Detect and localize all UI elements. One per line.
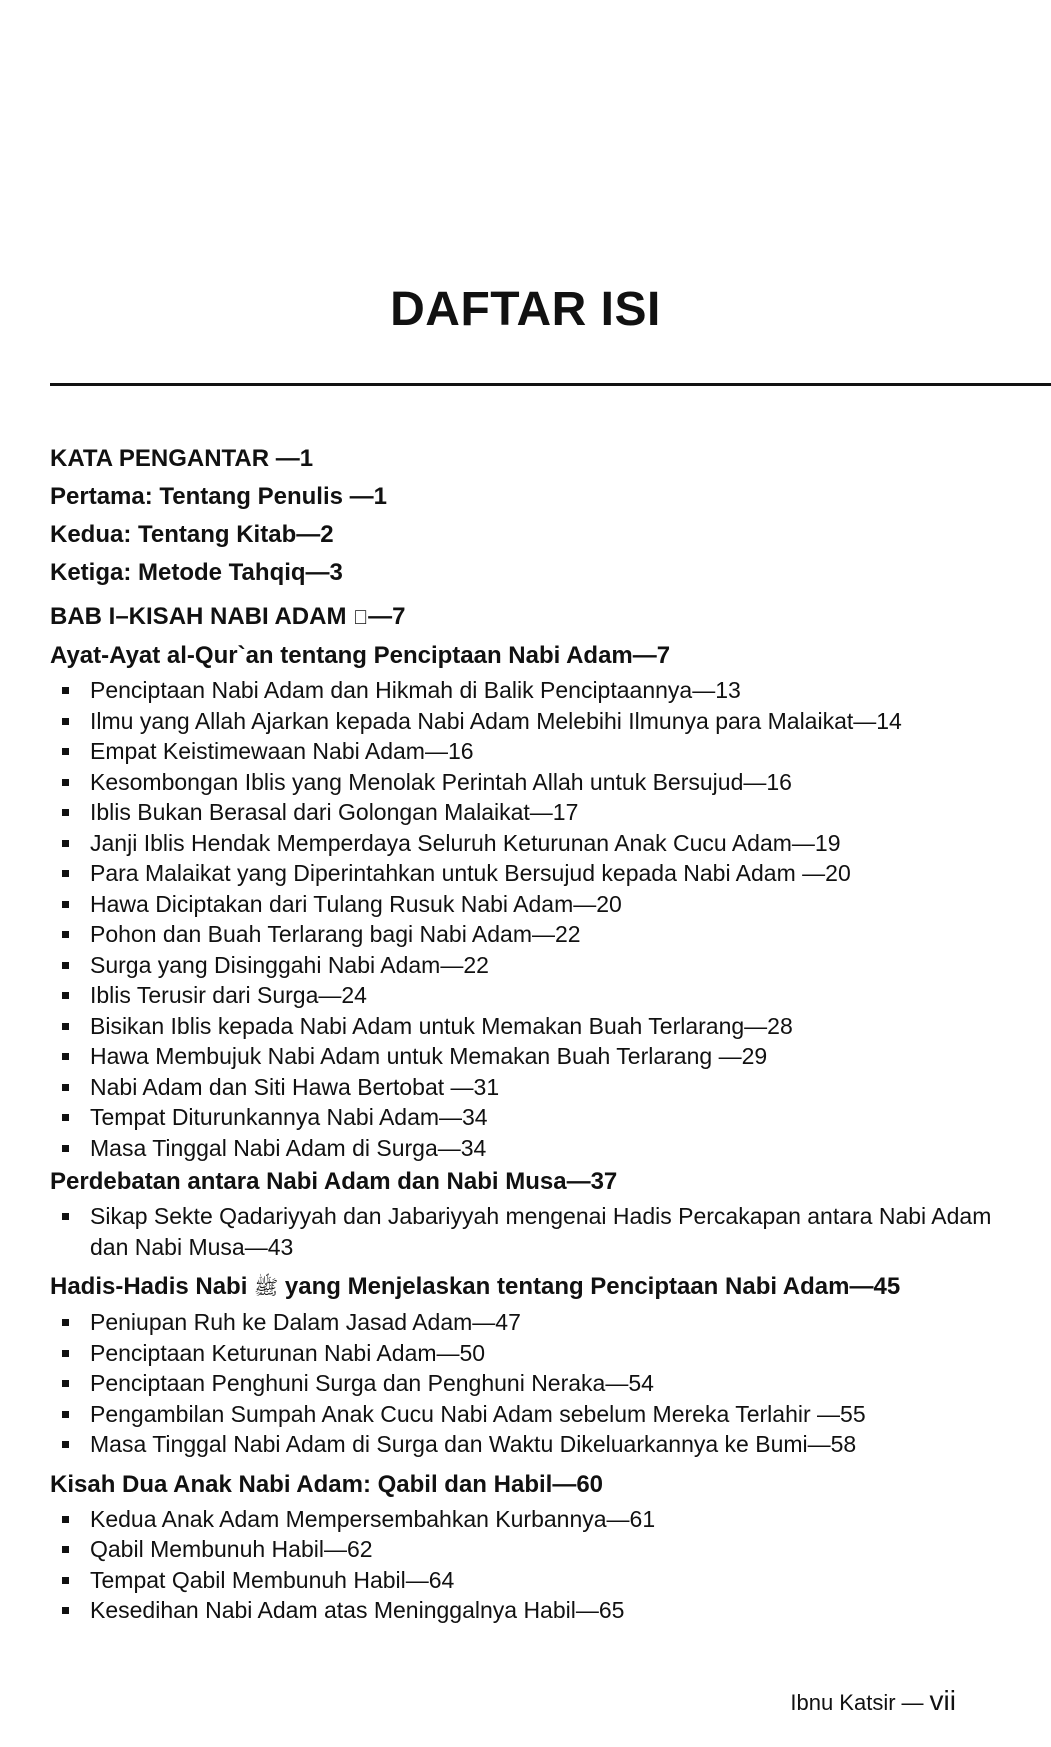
list-item: Empat Keistimewaan Nabi Adam—16 <box>50 736 1020 767</box>
list-item: Kedua Anak Adam Mempersembahkan Kurbannya—61 <box>50 1504 1020 1535</box>
list-item: Nabi Adam dan Siti Hawa Bertobat —31 <box>50 1072 1020 1103</box>
page-number: vii <box>929 1685 956 1716</box>
chapter-heading <box>50 598 1020 637</box>
list-item: Para Malaikat yang Diperintahkan untuk Bersujud kepada Nabi Adam —20 <box>50 858 1020 889</box>
footer-dash: — <box>901 1690 924 1715</box>
section-heading-ayat: Ayat-Ayat al-Qur`an tentang Penciptaan Nabi Adam—7 <box>50 642 671 669</box>
list-item: Qabil Membunuh Habil—62 <box>50 1534 1020 1565</box>
list-item: Tempat Qabil Membunuh Habil—64 <box>50 1565 1020 1596</box>
section-heading-qabil-habil: Kisah Dua Anak Nabi Adam: Qabil dan Habil—60 <box>50 1470 604 1498</box>
list-item: Janji Iblis Hendak Memperdaya Seluruh Keturunan Anak Cucu Adam—19 <box>50 828 1020 859</box>
section-heading-hadis-start: Hadis-Hadis Nabi <box>50 1273 255 1300</box>
list-item: Bisikan Iblis kepada Nabi Adam untuk Memakan Buah Terlarang—28 <box>50 1011 1020 1042</box>
chapter-title: BAB I–KISAH NABI ADAM <box>50 603 354 630</box>
section-list-hadis <box>50 1307 1020 1460</box>
list-item: Hawa Diciptakan dari Tulang Rusuk Nabi Adam—20 <box>50 889 1020 920</box>
toc-entry-penulis: Pertama: Tentang Penulis —1 <box>50 483 387 510</box>
list-item: Kesedihan Nabi Adam atas Meninggalnya Habil—65 <box>50 1595 1020 1626</box>
list-item: Surga yang Disinggahi Nabi Adam—22 <box>50 950 1020 981</box>
list-item: Kesombongan Iblis yang Menolak Perintah Allah untuk Bersujud—16 <box>50 767 1020 798</box>
list-item: Ilmu yang Allah Ajarkan kepada Nabi Adam Melebihi Ilmunya para Malaikat—14 <box>50 706 1020 737</box>
section-heading-hadis-end: yang Menjelaskan tentang Penciptaan Nabi Adam—45 <box>278 1273 901 1300</box>
list-item: Penciptaan Nabi Adam dan Hikmah di Balik Penciptaannya—13 <box>50 675 1020 706</box>
section-heading-perdebatan: Perdebatan antara Nabi Adam dan Nabi Musa—37 <box>50 1168 618 1195</box>
section-list-ayat <box>50 675 1020 1163</box>
list-item: Iblis Terusir dari Surga—24 <box>50 980 1020 1011</box>
list-item: Pohon dan Buah Terlarang bagi Nabi Adam—22 <box>50 919 1020 950</box>
section-heading-hadis <box>50 1268 1020 1307</box>
list-item: Masa Tinggal Nabi Adam di Surga—34 <box>50 1133 1020 1164</box>
page-title: DAFTAR ISI <box>390 283 661 336</box>
list-item: Sikap Sekte Qadariyyah dan Jabariyyah mengenai Hadis Percakapan antara Nabi Adam dan Nabi Musa—43 <box>50 1201 1020 1262</box>
list-item: Peniupan Ruh ke Dalam Jasad Adam—47 <box>50 1307 1020 1338</box>
table-of-contents <box>50 440 1020 1626</box>
list-item: Penciptaan Penghuni Surga dan Penghuni Neraka—54 <box>50 1368 1020 1399</box>
title-divider <box>50 383 1051 386</box>
toc-entry-kitab: Kedua: Tentang Kitab—2 <box>50 521 334 548</box>
section-list-qabil-habil <box>50 1504 1020 1626</box>
page-footer <box>790 1685 956 1717</box>
list-item: Iblis Bukan Berasal dari Golongan Malaikat—17 <box>50 797 1020 828</box>
list-item: Pengambilan Sumpah Anak Cucu Nabi Adam sebelum Mereka Terlahir —55 <box>50 1399 1020 1430</box>
honorific-symbol-icon: ﷤ <box>353 607 369 629</box>
list-item: Masa Tinggal Nabi Adam di Surga dan Waktu Dikeluarkannya ke Bumi—58 <box>50 1429 1020 1460</box>
footer-author: Ibnu Katsir <box>790 1690 896 1715</box>
chapter-page: —7 <box>368 603 406 630</box>
section-list-perdebatan <box>50 1201 1020 1262</box>
list-item: Hawa Membujuk Nabi Adam untuk Memakan Buah Terlarang —29 <box>50 1041 1020 1072</box>
list-item: Penciptaan Keturunan Nabi Adam—50 <box>50 1338 1020 1369</box>
list-item: Tempat Diturunkannya Nabi Adam—34 <box>50 1102 1020 1133</box>
toc-entry-metode: Ketiga: Metode Tahqiq—3 <box>50 559 343 586</box>
salawat-symbol-icon: ﷺ <box>254 1277 279 1299</box>
toc-entry-kata-pengantar: KATA PENGANTAR —1 <box>50 445 314 472</box>
